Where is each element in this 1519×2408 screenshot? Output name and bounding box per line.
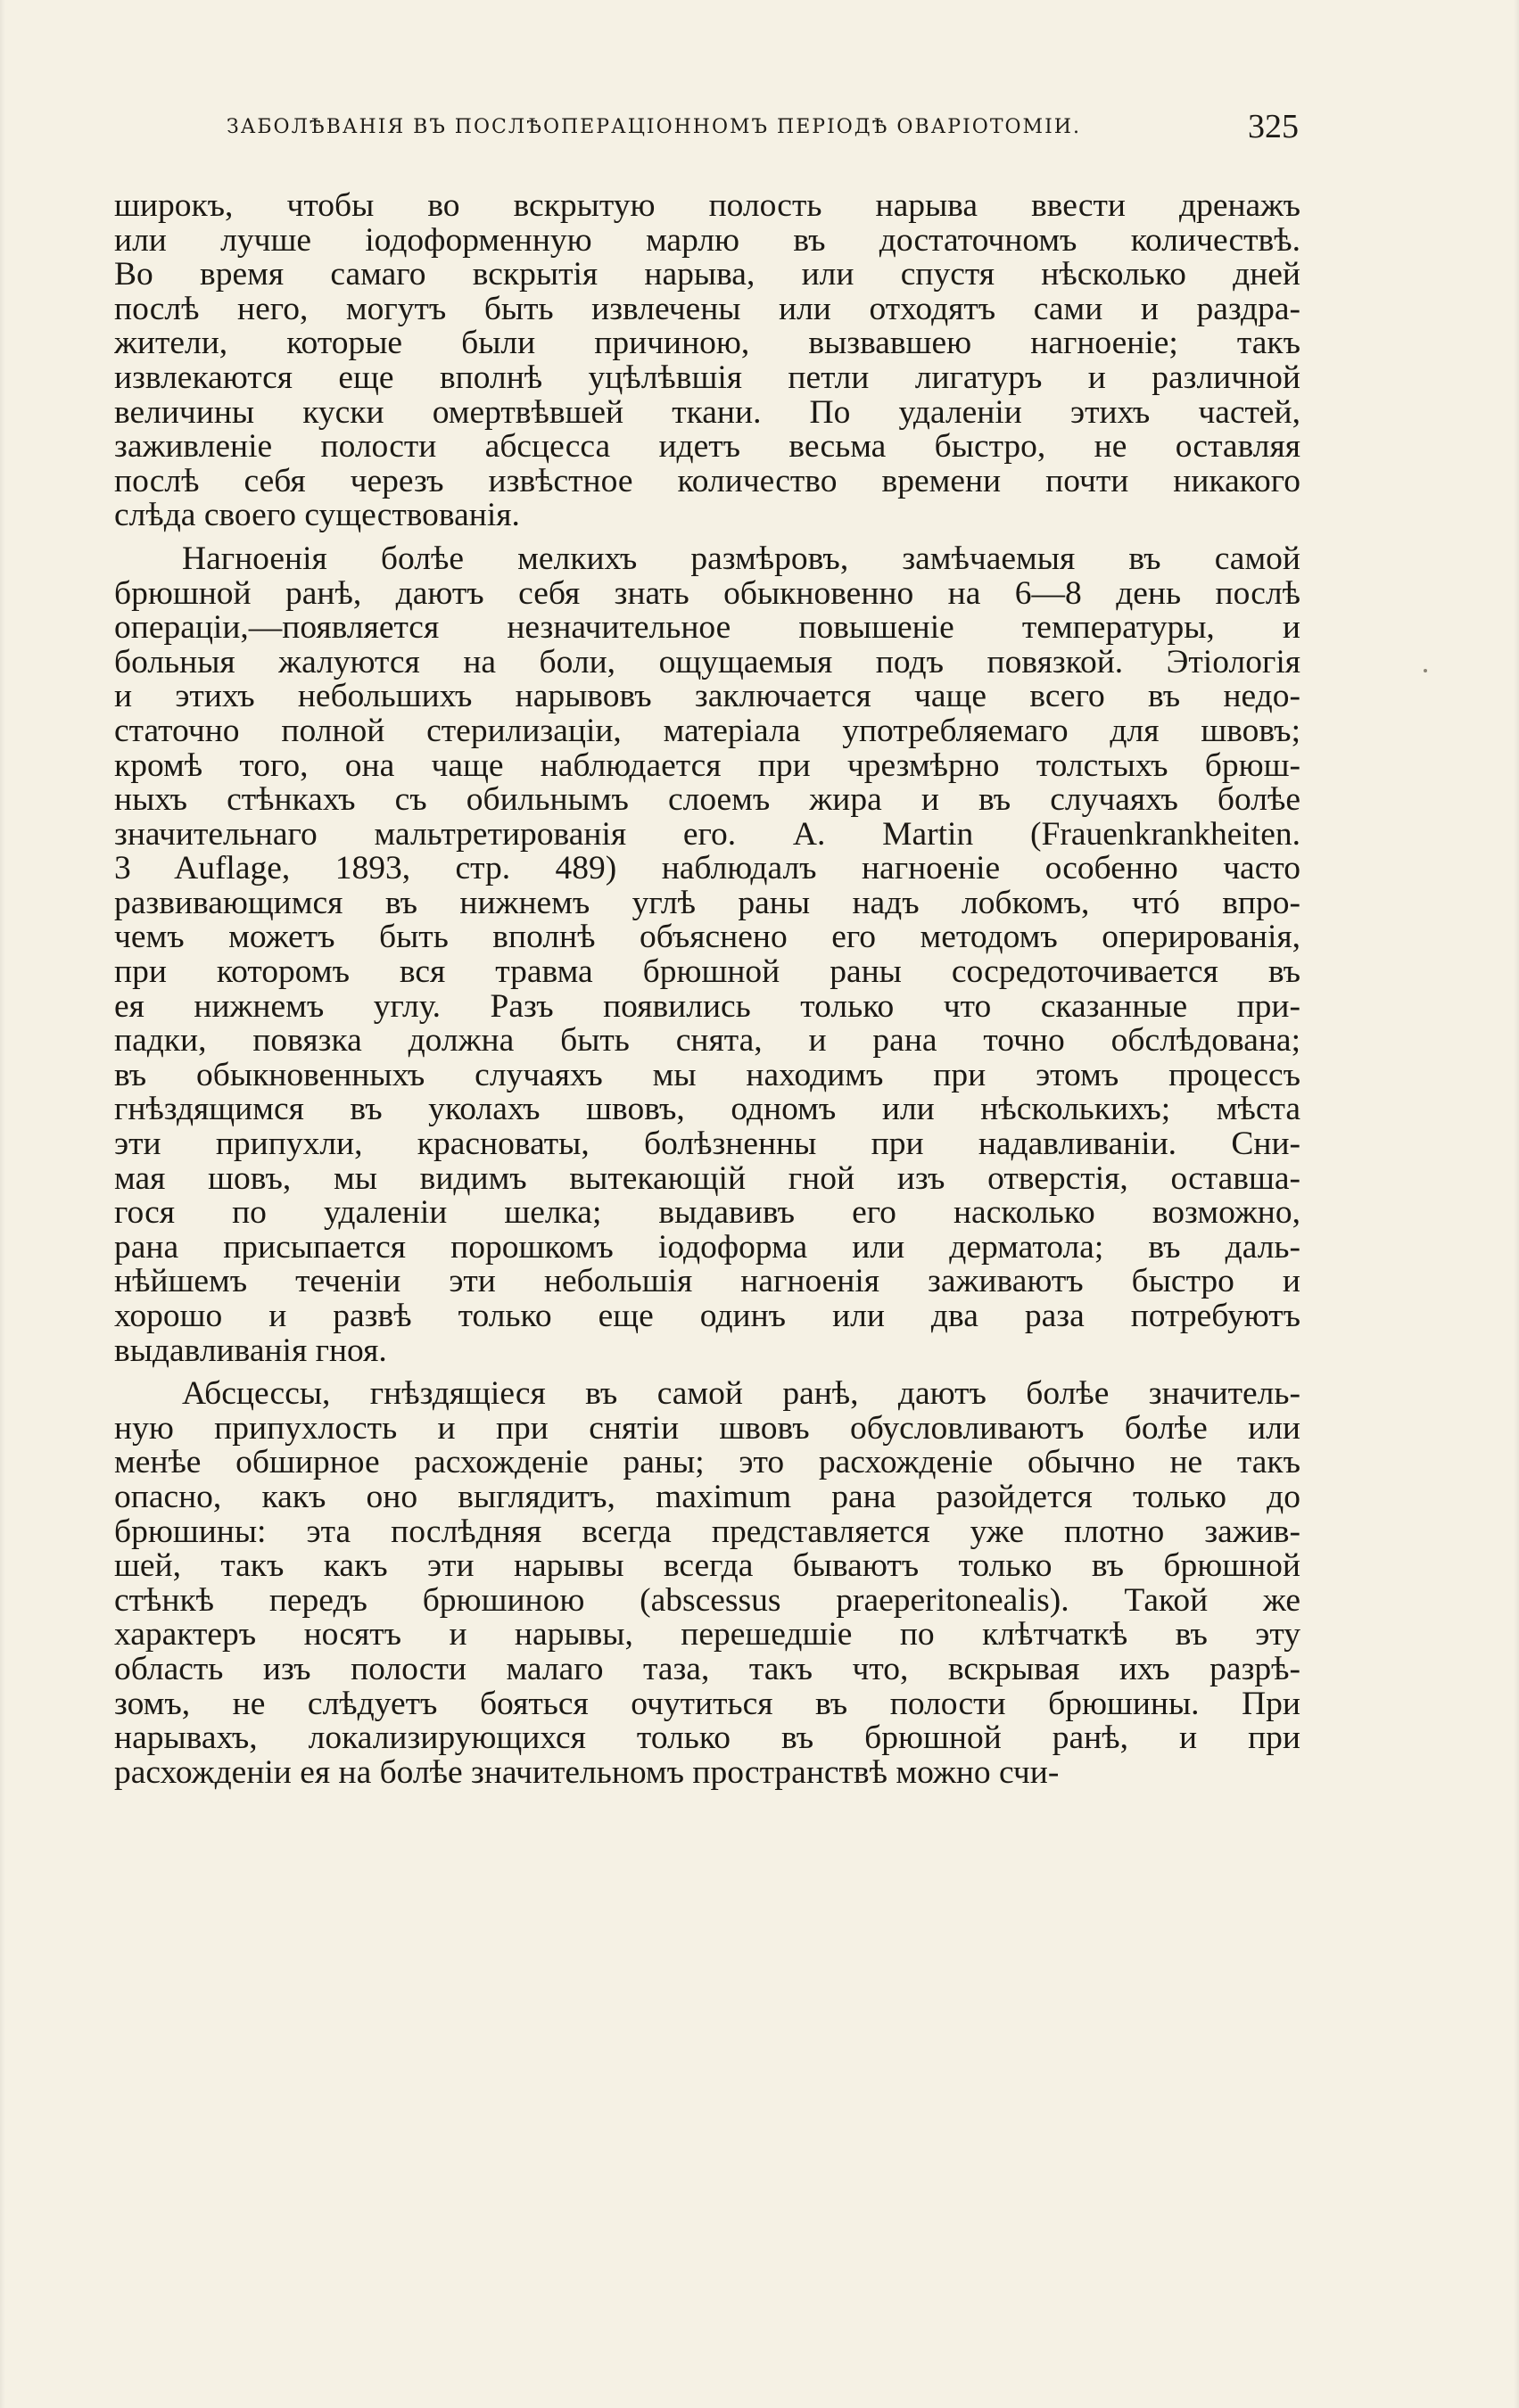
- text-line: ея нижнемъ углу. Разъ появились только что сказанные при-: [114, 989, 1300, 1025]
- text-line: при которомъ вся травма брюшной раны сосредоточивается въ: [114, 955, 1300, 990]
- text-line: нѣйшемъ теченіи эти небольшія нагноенія заживаютъ быстро и: [114, 1265, 1300, 1299]
- text-line: шей, такъ какъ эти нарывы всегда бываютъ только въ брюшной: [114, 1549, 1300, 1584]
- text-line: 3 Auflage, 1893, стр. 489) наблюдалъ нагноеніе особенно часто: [114, 852, 1300, 887]
- text-line: гнѣздящимся въ уколахъ швовъ, одномъ или нѣсколькихъ; мѣста: [114, 1093, 1300, 1128]
- text-line: значительнаго мальтретированія его. A. Martin (Frauenkrankheiten.: [114, 817, 1300, 853]
- text-line: развивающимся въ нижнемъ углѣ раны надъ лобкомъ, чтó впро-: [114, 886, 1300, 921]
- text-line: область изъ полости малаго таза, такъ что, вскрывая ихъ разрѣ-: [114, 1652, 1300, 1687]
- text-line: брюшины: эта послѣдняя всегда представляется уже плотно зажив-: [114, 1514, 1300, 1550]
- text-line: характеръ носятъ и нарывы, перешедшіе по клѣтчаткѣ въ эту: [114, 1618, 1300, 1653]
- text-line: ную припухлость и при снятіи швовъ обусловливаютъ болѣе или: [114, 1411, 1300, 1447]
- paragraph-gap: [114, 533, 1300, 542]
- text-line: стѣнкѣ передъ брюшиною (abscessus praeperitonealis). Такой же: [114, 1583, 1300, 1619]
- text-line: заживленіе полости абсцесса идетъ весьма быстро, не оставляя: [114, 430, 1300, 465]
- text-line: гося по удаленіи шелка; выдавивъ его насколько возможно,: [114, 1196, 1300, 1231]
- text-line: извлекаются еще вполнѣ уцѣлѣвшія петли лигатуръ и различной: [114, 360, 1300, 396]
- text-line: величины куски омертвѣвшей ткани. По удаленіи этихъ частей,: [114, 395, 1300, 431]
- text-line: статочно полной стерилизаціи, матеріала употребляемаго для швовъ;: [114, 713, 1300, 749]
- text-line: широкъ, чтобы во вскрытую полость нарыва ввести дренажъ: [114, 189, 1300, 224]
- scan-speck: [1424, 669, 1427, 672]
- text-line: больныя жалуются на боли, ощущаемыя подъ повязкой. Этіологія: [114, 645, 1300, 680]
- paragraph: [114, 1377, 1300, 1790]
- text-line: кромѣ того, она чаще наблюдается при чрезмѣрно толстыхъ брюш-: [114, 748, 1300, 784]
- text-line: чемъ можетъ быть вполнѣ объяснено его методомъ оперированія,: [114, 920, 1300, 956]
- text-line: падки, повязка должна быть снята, и рана точно обслѣдована;: [114, 1024, 1300, 1059]
- text-line: мая шовъ, мы видимъ вытекающій гной изъ отверстія, оставша-: [114, 1161, 1300, 1197]
- text-line: операціи,—появляется незначительное повышеніе температуры, и: [114, 611, 1300, 646]
- body-text: [114, 189, 1300, 1790]
- text-line: опасно, какъ оно выглядитъ, maximum рана разойдется только до: [114, 1480, 1300, 1515]
- text-line: рана присыпается порошкомъ іодоформа или дерматола; въ даль-: [114, 1230, 1300, 1266]
- text-line: въ обыкновенныхъ случаяхъ мы находимъ при этомъ процессъ: [114, 1058, 1300, 1093]
- text-line: послѣ него, могутъ быть извлечены или отходятъ сами и раздра-: [114, 292, 1300, 327]
- text-line: жители, которые были причиною, вызвавшею нагноеніе; такъ: [114, 326, 1300, 361]
- text-line: эти припухли, красноваты, болѣзненны при надавливаніи. Сни-: [114, 1127, 1300, 1162]
- text-line: расхожденіи ея на болѣе значительномъ пространствѣ можно счи-: [114, 1755, 1060, 1791]
- paragraph-gap: [114, 1368, 1300, 1377]
- text-line: хорошо и развѣ только еще одинъ или два раза потребуютъ: [114, 1299, 1300, 1334]
- text-line: ныхъ стѣнкахъ съ обильнымъ слоемъ жира и въ случаяхъ болѣе: [114, 783, 1300, 818]
- text-line: послѣ себя черезъ извѣстное количество времени почти никакого: [114, 464, 1300, 499]
- page-number: 325: [1248, 108, 1299, 145]
- text-line: Абсцессы, гнѣздящіеся въ самой ранѣ, даютъ болѣе значитель-: [182, 1377, 1300, 1412]
- text-line: нарывахъ, локализирующихся только въ брюшной ранѣ, и при: [114, 1721, 1300, 1756]
- text-line: Во время самаго вскрытія нарыва, или спустя нѣсколько дней: [114, 258, 1300, 293]
- text-line: или лучше іодоформенную марлю въ достаточномъ количествѣ.: [114, 223, 1300, 259]
- scan-edge-right: [1514, 0, 1519, 2408]
- text-line: выдавливанія гноя.: [114, 1333, 387, 1369]
- text-line: слѣда своего существованія.: [114, 499, 520, 533]
- paragraph: [114, 542, 1300, 1368]
- running-title: ЗАБОЛѢВАНІЯ ВЪ ПОСЛѢОПЕРАЦІОННОМЪ ПЕРІОДѢ ОВАРІОТОМІИ.: [227, 116, 1081, 138]
- text-line: брюшной ранѣ, даютъ себя знать обыкновенно на 6—8 день послѣ: [114, 576, 1300, 612]
- paragraph: [114, 189, 1300, 533]
- text-line: и этихъ небольшихъ нарывовъ заключается чаще всего въ недо-: [114, 680, 1300, 714]
- text-line: Нагноенія болѣе мелкихъ размѣровъ, замѣчаемыя въ самой: [182, 541, 1300, 577]
- running-header: [219, 109, 1299, 144]
- scan-edge-left: [0, 0, 5, 2408]
- text-line: зомъ, не слѣдуетъ бояться очутиться въ полости брюшины. При: [114, 1686, 1300, 1722]
- text-line: менѣе обширное расхожденіе раны; это расхожденіе обычно не такъ: [114, 1446, 1300, 1480]
